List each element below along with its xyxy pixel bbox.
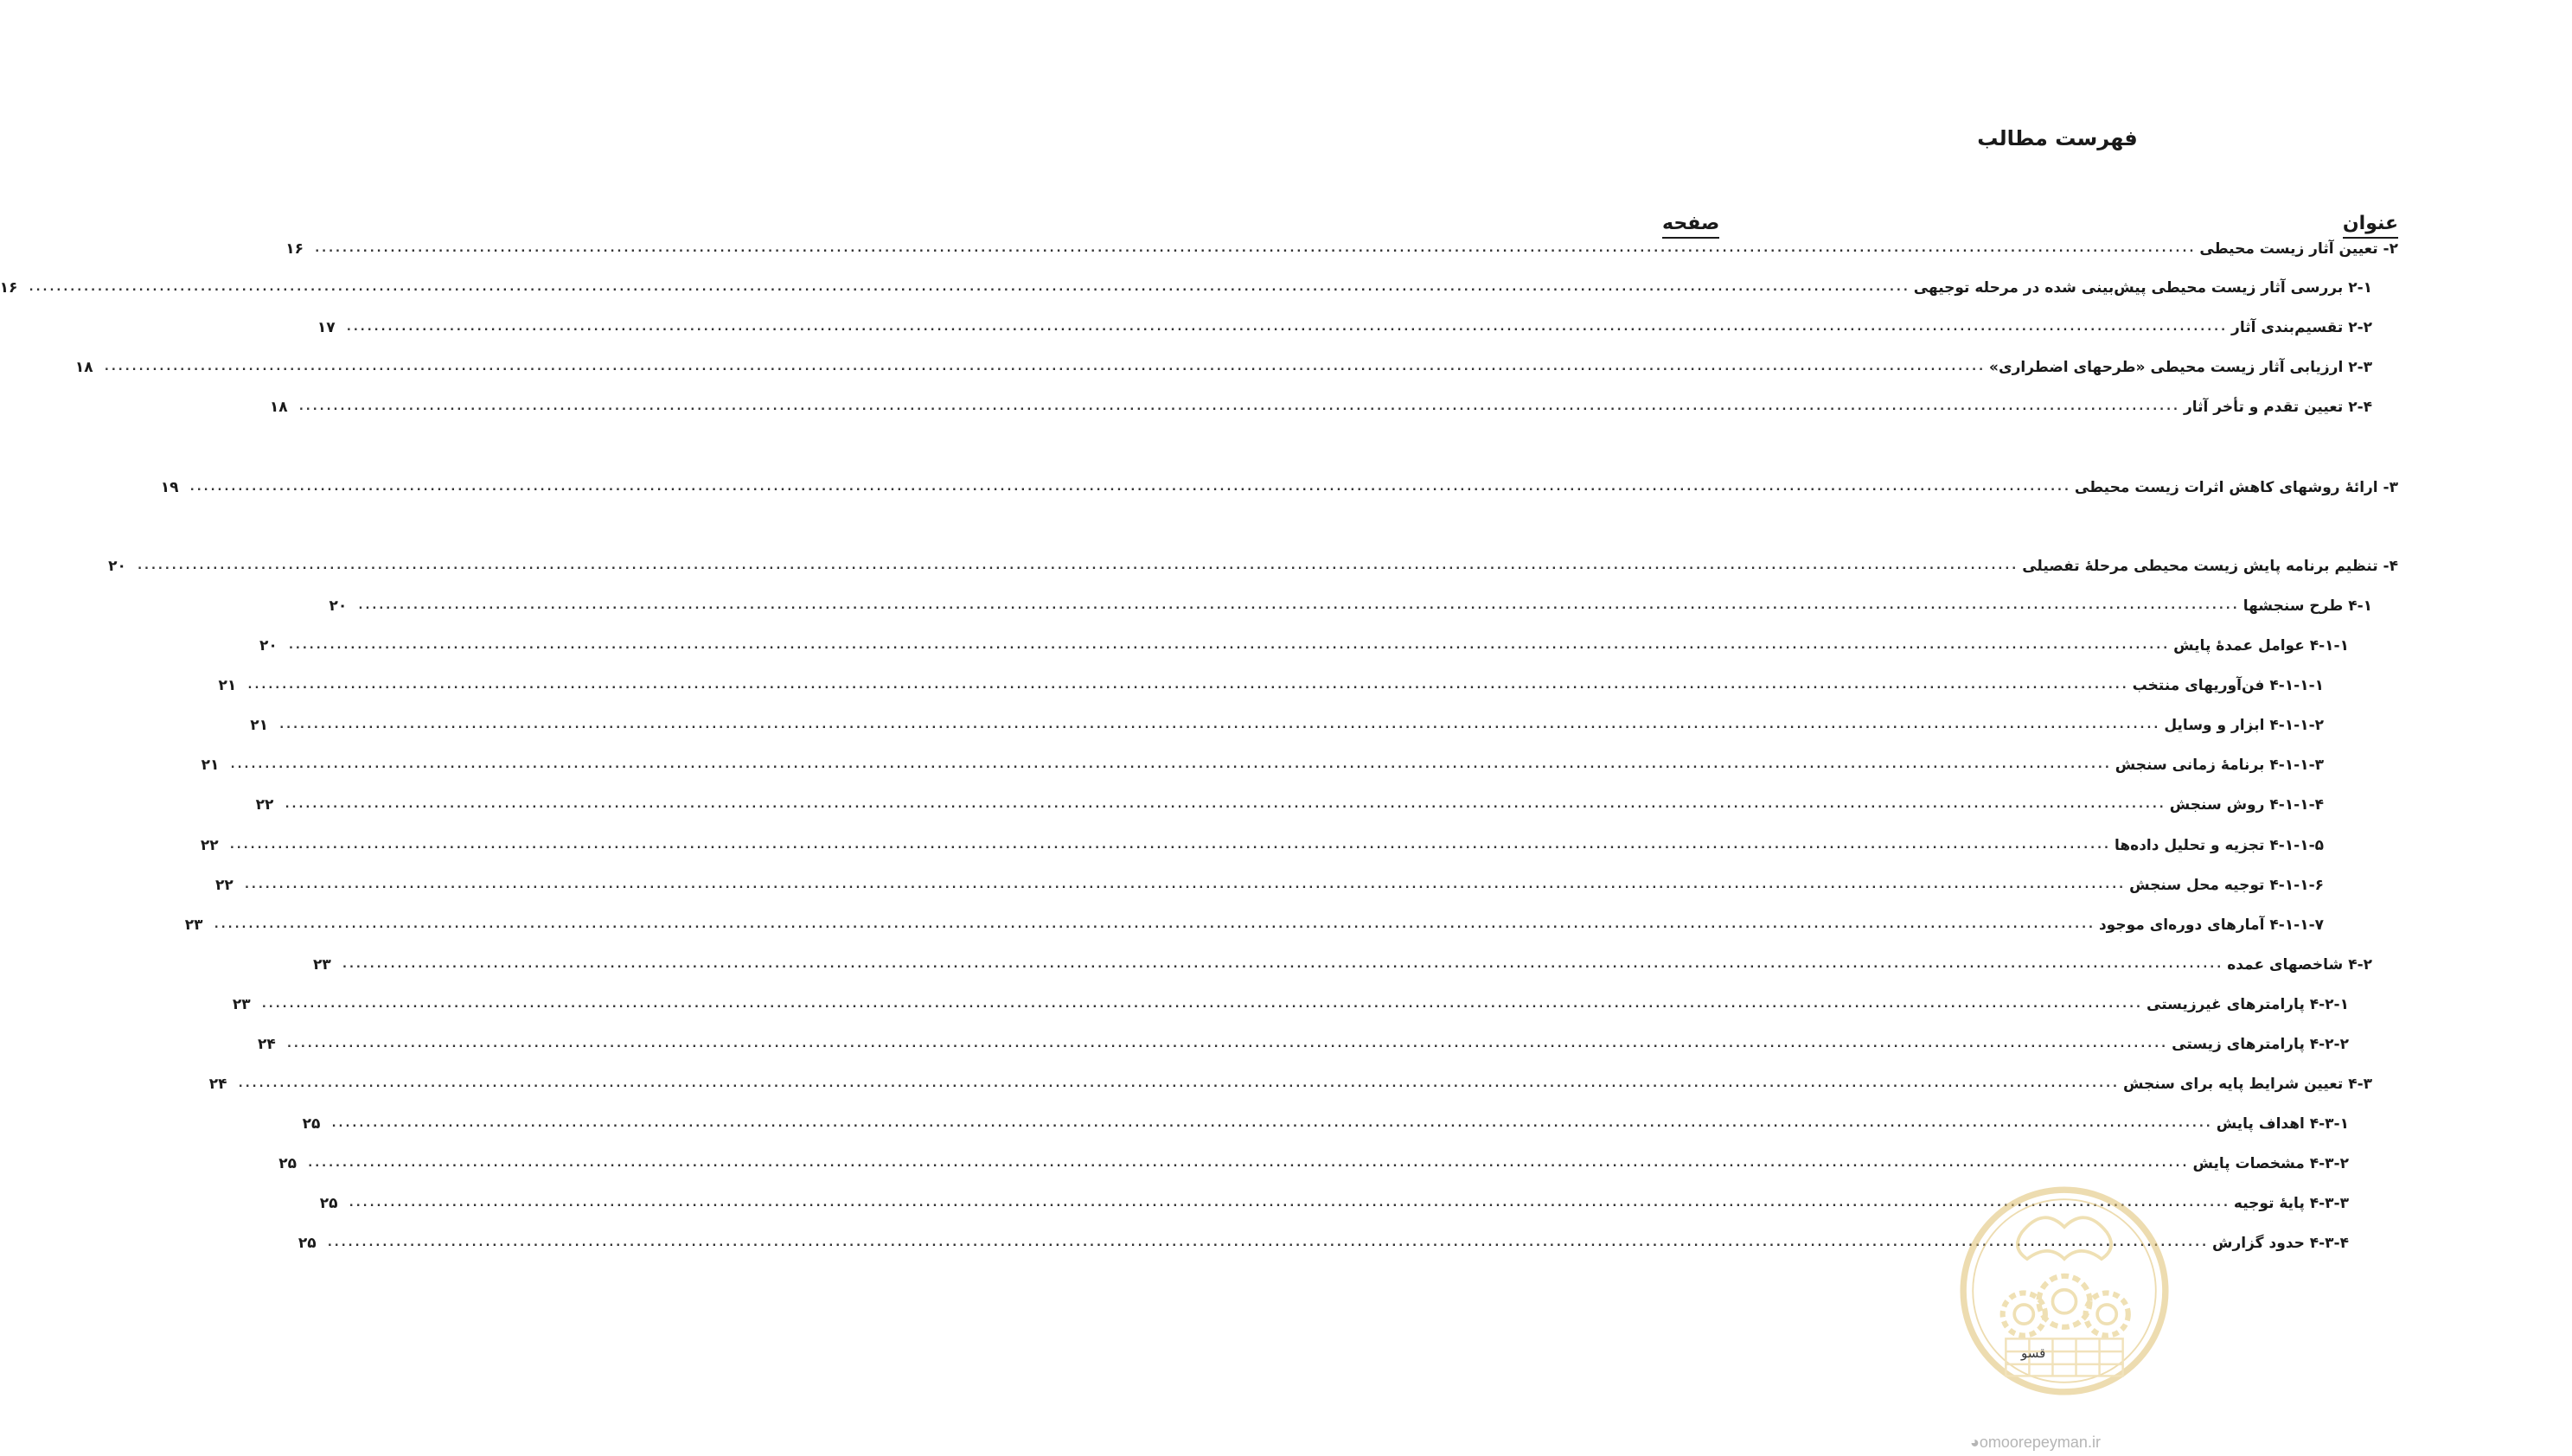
dot-leader: .................................................................................................................................................................................................................................................................................. — [349, 1197, 2230, 1210]
toc-entry-title: ۲-۱ بررسی آثار زیست محیطی پیش‌بینی شده در مرحله توجیهی — [1913, 279, 2372, 297]
toc-entry-page: ۲۲ — [255, 796, 274, 814]
toc-entry[interactable] — [250, 708, 2324, 734]
toc-entry-title: ۴-۲ شاخصهای عمده — [2227, 956, 2372, 974]
site-url-text: omoorepeyman.ir — [1979, 1434, 2101, 1451]
toc-entry-page: ۱۸ — [269, 399, 288, 416]
dot-leader: .................................................................................................................................................................................................................................................................................. — [285, 798, 2166, 811]
toc-entry[interactable] — [278, 1146, 2349, 1172]
toc-entry-page: ۲۲ — [200, 837, 219, 854]
toc-entry-title: ۴-۲-۲ پارامترهای زیستی — [2172, 1036, 2349, 1053]
column-header-title: عنوان — [2343, 213, 2398, 239]
dot-leader: .................................................................................................................................................................................................................................................................................. — [29, 281, 1910, 294]
toc-entry[interactable] — [302, 1107, 2349, 1133]
dot-leader: .................................................................................................................................................................................................................................................................................. — [342, 958, 2224, 971]
toc-entry[interactable] — [317, 310, 2372, 336]
toc-entry-title: ۴-۱-۱-۷ آمارهای دوره‌ای موجود — [2098, 916, 2324, 934]
toc-entry[interactable] — [200, 828, 2324, 854]
toc-entry-title: ۴-۳ تعیین شرایط پایه برای سنجش — [2122, 1076, 2372, 1093]
dot-leader: .................................................................................................................................................................................................................................................................................. — [308, 1157, 2190, 1170]
toc-entry-title: ۴-۱-۱-۶ توجیه محل سنجش — [2129, 877, 2324, 894]
dot-leader: .................................................................................................................................................................................................................................................................................. — [247, 679, 2129, 692]
toc-entry-title: ۴-۱-۱-۲ ابزار و وسایل — [2164, 717, 2324, 734]
page-footer-label: قسو — [2021, 1345, 2046, 1361]
toc-entry[interactable] — [298, 1226, 2349, 1252]
toc-entry[interactable] — [214, 868, 2324, 894]
dot-leader: .................................................................................................................................................................................................................................................................................. — [298, 400, 2180, 413]
toc-entry[interactable] — [313, 948, 2372, 974]
toc-entry[interactable] — [160, 470, 2398, 496]
dot-leader: .................................................................................................................................................................................................................................................................................. — [315, 242, 2197, 255]
toc-entry-page: ۲۰ — [329, 597, 348, 615]
toc-entry[interactable] — [259, 629, 2349, 655]
dot-leader: .................................................................................................................................................................................................................................................................................. — [358, 599, 2240, 612]
toc-entry-title: ۲-۴ تعیین تقدم و تأخر آثار — [2184, 399, 2372, 416]
toc-entry-page: ۲۲ — [214, 877, 234, 894]
toc-entry[interactable] — [201, 748, 2324, 774]
toc-entry-page: ۲۵ — [278, 1155, 298, 1172]
toc-entry[interactable] — [0, 271, 2372, 297]
toc-entry-page: ۲۵ — [298, 1235, 317, 1252]
toc-entry[interactable] — [285, 232, 2398, 258]
toc-entry-title: ۲-۳ ارزیابی آثار زیست محیطی «طرحهای اضطراری» — [1989, 359, 2372, 376]
toc-entry-page: ۲۳ — [313, 956, 331, 974]
dot-leader: .................................................................................................................................................................................................................................................................................. — [104, 361, 1987, 374]
toc-entry-title: ۴-۱-۱-۵ تجزیه و تحلیل داده‌ها — [2115, 837, 2324, 854]
toc-entry-title: ۲- تعیین آثار زیست محیطی — [2199, 240, 2398, 258]
column-header-page: صفحه — [1662, 213, 1719, 239]
page-title: فهرست مطالب — [1977, 126, 2138, 150]
dot-leader: .................................................................................................................................................................................................................................................................................. — [214, 918, 2095, 931]
toc-entry-page: ۲۵ — [302, 1115, 321, 1133]
toc-entry-title: ۴- تنظیم برنامه پایش زیست محیطی مرحلهٔ تفصیلی — [2022, 558, 2398, 575]
toc-entry-title: ۴-۱-۱ عوامل عمدهٔ پایش — [2173, 637, 2349, 655]
toc-entry-page: ۱۷ — [317, 319, 336, 336]
toc-entry[interactable] — [269, 390, 2372, 416]
toc-entry[interactable] — [319, 1186, 2349, 1212]
toc-entry-title: ۴-۲-۱ پارامترهای غیرزیستی — [2147, 996, 2349, 1013]
toc-entry-page: ۲۳ — [232, 996, 251, 1013]
toc-entry-title: ۴-۳-۲ مشخصات پایش — [2192, 1155, 2349, 1172]
dot-leader: .................................................................................................................................................................................................................................................................................. — [327, 1236, 2210, 1249]
toc-entry[interactable] — [208, 1067, 2372, 1093]
dot-leader: .................................................................................................................................................................................................................................................................................. — [244, 878, 2127, 891]
toc-entry-page: ۲۰ — [108, 558, 126, 575]
toc-entry[interactable] — [257, 1027, 2349, 1053]
site-url-watermark — [1970, 1434, 2101, 1452]
toc-entry-page: ۲۱ — [201, 757, 220, 774]
toc-entry[interactable] — [255, 788, 2324, 814]
toc-entry-page: ۲۴ — [257, 1036, 276, 1053]
toc-entry-page: ۲۴ — [208, 1076, 227, 1093]
dot-leader: .................................................................................................................................................................................................................................................................................. — [279, 718, 2161, 731]
toc-entry-title: ۴-۱-۱-۱ فن‌آوریهای منتخب — [2132, 677, 2324, 694]
dot-leader: .................................................................................................................................................................................................................................................................................. — [288, 639, 2171, 652]
toc-entry[interactable] — [218, 668, 2324, 694]
dot-leader: .................................................................................................................................................................................................................................................................................. — [286, 1038, 2169, 1050]
toc-entry-page: ۱۹ — [160, 479, 179, 496]
toc-entry[interactable] — [74, 350, 2372, 376]
dot-leader: .................................................................................................................................................................................................................................................................................. — [346, 321, 2229, 334]
toc-entry-title: ۴-۱-۱-۳ برنامهٔ زمانی سنجش — [2115, 757, 2324, 774]
globe-icon: ◕ — [1970, 1434, 1980, 1451]
toc-entry-title: ۴-۳-۱ اهداف پایش — [2216, 1115, 2349, 1133]
toc-entry-title: ۳- ارائهٔ روشهای کاهش اثرات زیست محیطی — [2074, 479, 2398, 496]
toc-entry[interactable] — [232, 987, 2349, 1013]
toc-entry-page: ۱۶ — [285, 240, 304, 258]
toc-entry-title: ۴-۳-۴ حدود گزارش — [2212, 1235, 2349, 1252]
toc-entry[interactable] — [184, 908, 2324, 934]
toc-entry-title: ۴-۳-۳ پایهٔ توجیه — [2233, 1195, 2349, 1212]
dot-leader: .................................................................................................................................................................................................................................................................................. — [230, 758, 2112, 771]
dot-leader: .................................................................................................................................................................................................................................................................................. — [261, 998, 2143, 1011]
toc-entry-title: ۴-۱ طرح سنجشها — [2243, 597, 2372, 615]
toc-entry[interactable] — [329, 589, 2372, 615]
toc-entry-page: ۱۶ — [0, 279, 18, 297]
toc-entry-page: ۲۱ — [250, 717, 268, 734]
toc-entry[interactable] — [108, 549, 2398, 575]
dot-leader: .................................................................................................................................................................................................................................................................................. — [238, 1077, 2120, 1090]
toc-entry-title: ۲-۲ تقسیم‌بندی آثار — [2231, 319, 2372, 336]
toc-entry-page: ۲۰ — [259, 637, 278, 655]
dot-leader: .................................................................................................................................................................................................................................................................................. — [189, 481, 2071, 494]
dot-leader: .................................................................................................................................................................................................................................................................................. — [331, 1117, 2213, 1130]
toc-entry-page: ۲۳ — [184, 916, 203, 934]
toc-entry-page: ۲۵ — [319, 1195, 338, 1212]
toc-entry-title: ۴-۱-۱-۴ روش سنجش — [2169, 796, 2324, 814]
dot-leader: .................................................................................................................................................................................................................................................................................. — [229, 839, 2111, 852]
dot-leader: .................................................................................................................................................................................................................................................................................. — [138, 559, 2019, 572]
seal-watermark-icon — [1958, 1185, 2171, 1397]
toc-entry-page: ۱۸ — [74, 359, 93, 376]
toc-entry-page: ۲۱ — [218, 677, 237, 694]
